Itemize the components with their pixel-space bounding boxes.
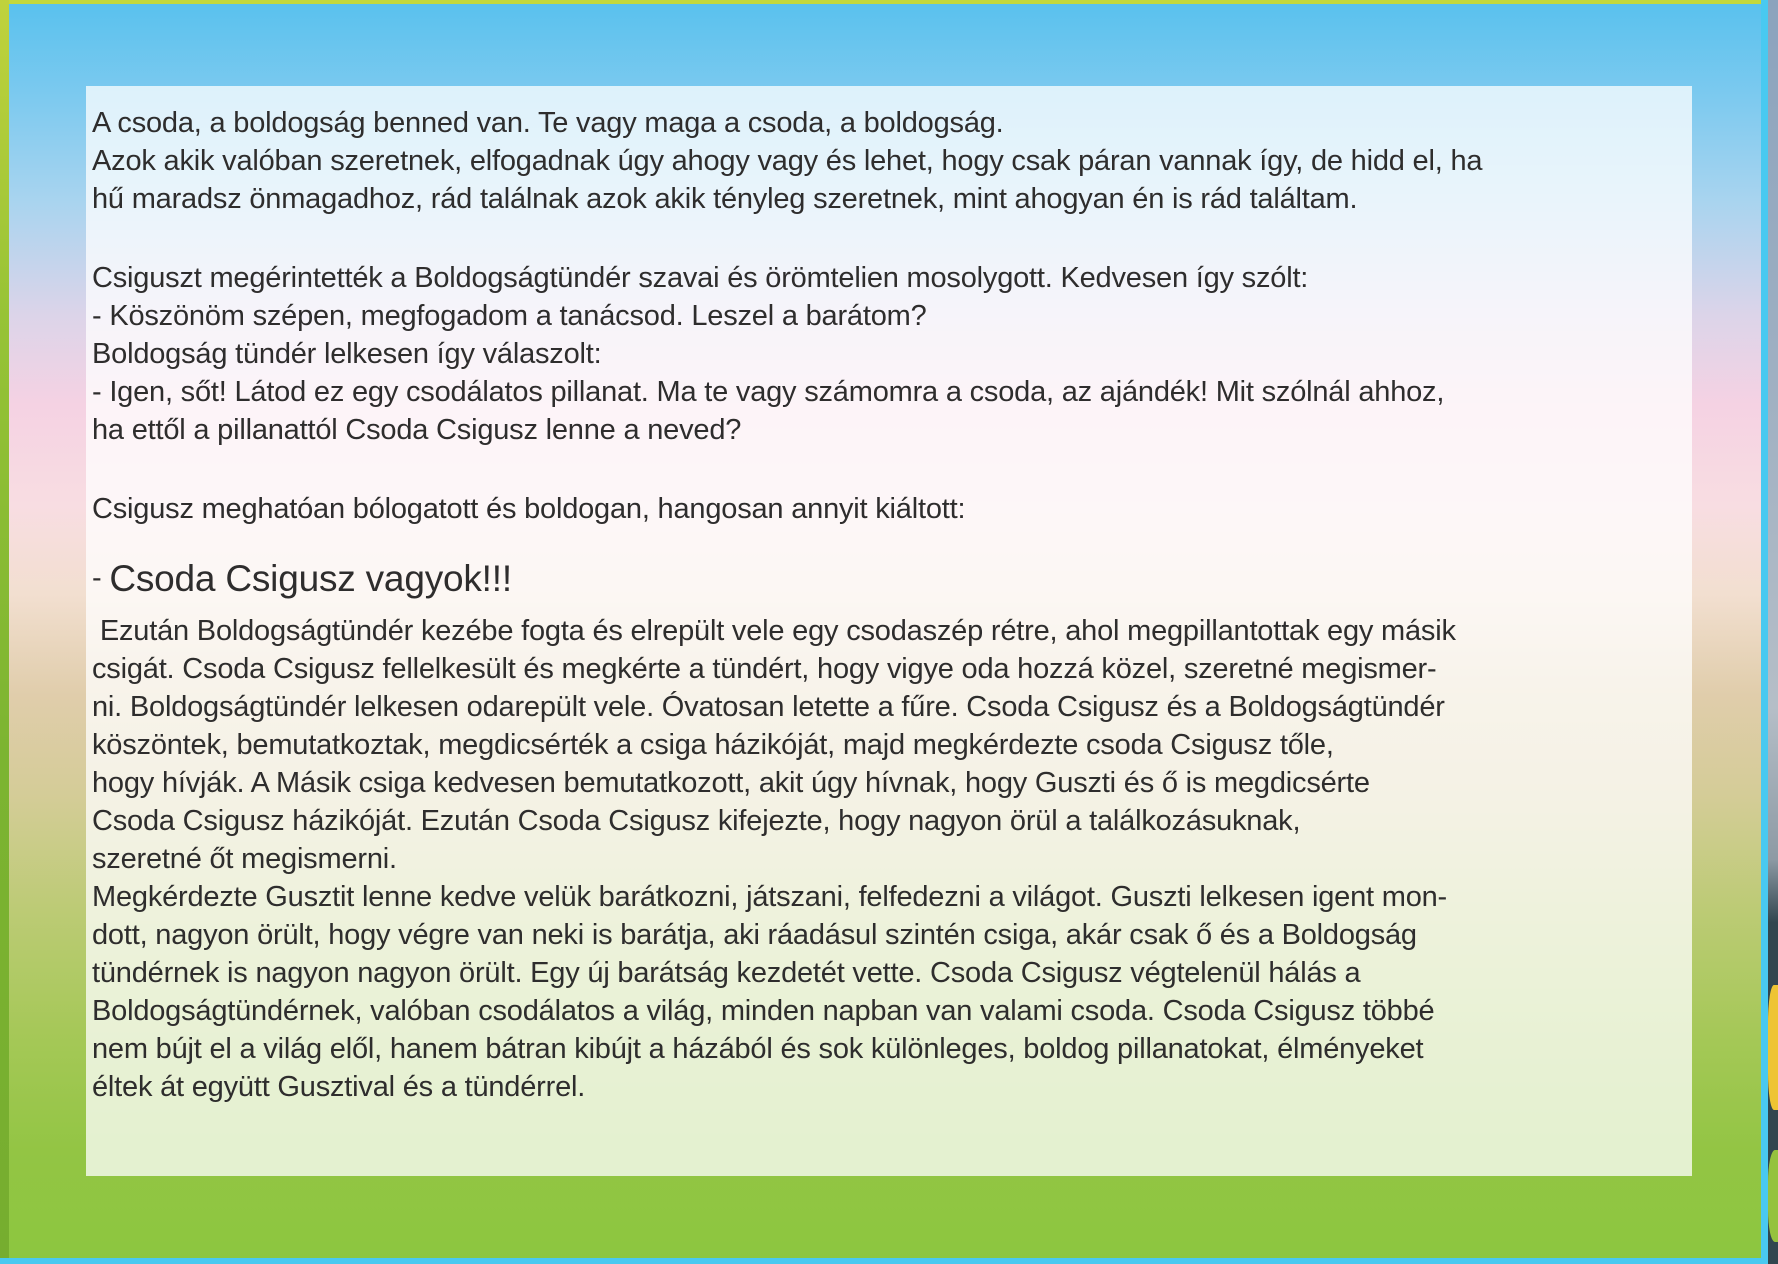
story-line: Csiguszt megérintették a Boldogságtündér szavai és örömtelien mosolygott. Kedvesen így szólt: (92, 262, 1309, 294)
story-line: tündérnek is nagyon nagyon örült. Egy új barátság kezdetét vette. Csoda Csigusz végtelenül hálás a (92, 957, 1361, 989)
story-shout-line (92, 550, 1684, 610)
story-line: Boldogságtündérnek, valóban csodálatos a világ, minden napban van valami csoda. Csoda Csigusz többé (92, 995, 1435, 1027)
next-page-illustration-yellow (1768, 985, 1778, 1110)
next-page-edge (1768, 0, 1778, 1264)
story-line: Ezután Boldogságtündér kezébe fogta és elrepült vele egy csodaszép rétre, ahol megpillantottak egy másik (92, 615, 1456, 647)
page-border-top (0, 0, 1768, 4)
paragraph-gap (92, 449, 1684, 490)
story-line: éltek át együtt Gusztival és a tündérrel. (92, 1071, 586, 1103)
story-line: Azok akik valóban szeretnek, elfogadnak úgy ahogy vagy és lehet, hogy csak páran vannak így, de hidd el, ha (92, 145, 1483, 177)
story-line: Boldogság tündér lelkesen így válaszolt: (92, 338, 602, 370)
next-page-illustration-green (1768, 1150, 1778, 1242)
story-line: - Igen, sőt! Látod ez egy csodálatos pillanat. Ma te vagy számomra a csoda, az ajándék! Mit szólnál ahhoz, (92, 376, 1445, 408)
story-line: A csoda, a boldogság benned van. Te vagy maga a csoda, a boldogság. (92, 107, 1004, 139)
story-line: szeretné őt megismerni. (92, 843, 397, 875)
shout-dash: - (92, 562, 110, 594)
story-line: dott, nagyon örült, hogy végre van neki is barátja, aki ráadásul szintén csiga, akár csak ő és a Boldogság (92, 919, 1417, 951)
shout-text: Csoda Csigusz vagyok!!! (109, 558, 512, 599)
story-line: nem bújt el a világ elől, hanem bátran kibújt a házából és sok különleges, boldog pillanatokat, élményeket (92, 1033, 1424, 1065)
page-border-bottom (0, 1258, 1768, 1264)
story-line: Csigusz meghatóan bólogatott és boldogan, hangosan annyit kiáltott: (92, 493, 966, 525)
story-line: ha ettől a pillanattól Csoda Csigusz lenne a neved? (92, 414, 742, 446)
story-line: Megkérdezte Gusztit lenne kedve velük barátkozni, játszani, felfedezni a világot. Guszti lelkesen igent mon- (92, 881, 1448, 913)
story-line: ni. Boldogságtündér lelkesen odarepült vele. Óvatosan letette a fűre. Csoda Csigusz és a Boldogságtündér (92, 691, 1445, 723)
story-line: hű maradsz önmagadhoz, rád találnak azok akik tényleg szeretnek, mint ahogyan én is rád találtam. (92, 183, 1358, 215)
story-line: Csoda Csigusz házikóját. Ezután Csoda Csigusz kifejezte, hogy nagyon örül a találkozásuknak, (92, 805, 1301, 837)
page-border-right (1761, 0, 1768, 1264)
story-line: csigát. Csoda Csigusz fellelkesült és megkérte a tündért, hogy vigye oda hozzá közel, szeretné megismer- (92, 653, 1437, 685)
story-line: - Köszönöm szépen, megfogadom a tanácsod. Leszel a barátom? (92, 300, 927, 332)
story-line: köszöntek, bemutatkoztak, megdicsérték a csiga házikóját, majd megkérdezte csoda Csigusz tőle, (92, 729, 1334, 761)
story-line: hogy hívják. A Másik csiga kedvesen bemutatkozott, akit úgy hívnak, hogy Guszti és ő is megdicsérte (92, 767, 1370, 799)
paragraph-gap (92, 218, 1684, 259)
story-text-panel (86, 86, 1692, 1176)
page-border-left (0, 0, 9, 1264)
